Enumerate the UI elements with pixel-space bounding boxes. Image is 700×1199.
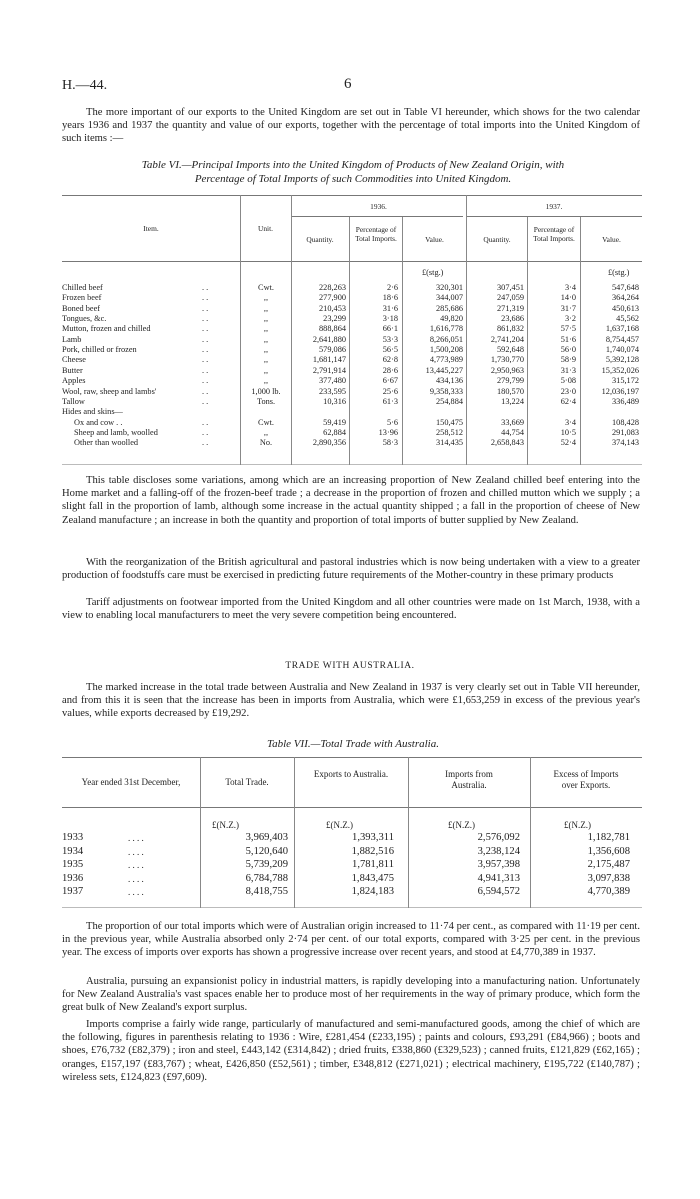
table-6-cell-p37: 31·7 <box>560 303 576 313</box>
table-6-cell-q37: 271,319 <box>497 303 524 313</box>
table-6-cell-p36: 31·6 <box>382 303 398 313</box>
table-6-cell-v37: 45,562 <box>616 314 639 324</box>
table-6-cell-q36: 62,884 <box>323 427 346 437</box>
table-6-cell-p37: 57·5 <box>560 324 576 334</box>
table-7-cell-excess: 2,175,487 <box>587 859 630 871</box>
table-7-cell-total: 8,418,755 <box>245 886 288 898</box>
table-6-leader-dots: . . <box>202 438 209 448</box>
table-6-item-name: Frozen beef <box>62 293 102 303</box>
table-6-leader-dots: . . <box>202 417 209 427</box>
table-7-cell-total: 3,969,403 <box>245 832 288 843</box>
table-7-cell-excess: 4,770,389 <box>587 886 630 898</box>
table-7 <box>62 757 642 907</box>
table-7-cell-excess: 3,097,838 <box>587 872 630 884</box>
table-6-cell-v36: 258,512 <box>436 427 463 437</box>
table-6-cell-v37: 291,083 <box>612 427 639 437</box>
table-6-cell-unit: ,, <box>263 345 269 355</box>
table-6-item-name: Cheese <box>62 355 86 365</box>
table-6-item-name: Sheep and lamb, woolled <box>74 427 158 437</box>
table-7-cell-imports: 2,576,092 <box>477 832 520 843</box>
table-6-cell-p37: 3·4 <box>564 417 576 427</box>
table-7-cell-total: 5,120,640 <box>245 845 288 857</box>
table-7-cell-total: 6,784,788 <box>245 872 288 884</box>
table-6-cell-q37: 247,059 <box>497 293 524 303</box>
table-7-year: 1937 <box>62 886 84 898</box>
table-6-cell-p36: 66·1 <box>382 324 398 334</box>
table-6 <box>62 195 642 465</box>
table-6-cell-v37: 374,143 <box>612 438 639 448</box>
table-7-unit-imports: £(N.Z.) <box>448 820 475 830</box>
table-6-divider <box>240 195 241 465</box>
table-6-item-name: Wool, raw, sheep and lambs' <box>62 386 157 396</box>
proportion-paragraph: The proportion of our total imports which were of Australian origin increased to 11·74 per cent., as compared with 11·19 per cent. in the previous year, while Australia absorbed only 2·74 per cent. of our total exports, compared with 3·25 per cent. in the previous year. The excess of imports over exports has shown a progressive increase over recent years, and stood at £4,770,389 in 1937. <box>62 921 640 959</box>
table-6-header-quantity-1937: Quantity. <box>483 235 511 244</box>
table-6-cell-v37: 450,613 <box>612 303 639 313</box>
table-6-cell-q37: 861,832 <box>497 324 524 334</box>
table-6-cell-p37: 3·4 <box>564 283 576 292</box>
table-6-cell-q36: 1,681,147 <box>312 355 346 365</box>
table-6-year1-rule <box>291 216 463 217</box>
table-7-bottom-rule <box>62 907 642 908</box>
table-6-cell-unit: ,, <box>263 303 269 313</box>
table-6-cell-v37: 108,428 <box>612 417 639 427</box>
table-6-item-name: Mutton, frozen and chilled <box>62 324 151 334</box>
table-6-header-year-1936: 1936. <box>370 202 387 211</box>
table-6-cell-p36: 56·5 <box>382 345 398 355</box>
table-7-cell-total: 5,739,209 <box>245 859 288 871</box>
table-7-leader-dots: . . . . <box>128 846 144 857</box>
table-7-cell-exports: 1,393,311 <box>352 832 394 843</box>
table-6-cell-q37: 592,648 <box>497 345 524 355</box>
imports-list-paragraph: Imports comprise a fairly wide range, particularly of manufactured and semi-manufactured goods, among the chief of which are the following, figures in parenthesis relating to 1936 : Wire, £281,454 (£233,195) ; paints and colours, £93,291 (£84,966) ; boots and shoes, £76,732 (£82,379) ; iron and steel, £443,142 (£314,842) ; dried fruits, £338,860 (£329,523) ; canned fruits, £121,829 (£62,165) ; oranges, £157,197 (£83,767) ; wheat, £426,850 (£52,561) ; timber, £348,812 (£271,021) ; electrical machinery, £195,722 (£140,787) ; wireless sets, £124,823 (£97,609). <box>62 1019 640 1083</box>
table-6-cell-q36: 888,864 <box>319 324 346 334</box>
table-6-cell-q36: 2,890,356 <box>312 438 346 448</box>
table-7-header-year: Year ended 31st December, <box>81 777 181 787</box>
table-6-cell-q37: 44,754 <box>501 427 524 437</box>
table-6-cell-unit: Cwt. <box>258 283 274 292</box>
table-6-cell-v36: 8,266,051 <box>429 334 463 344</box>
table-6-leader-dots: . . <box>202 396 209 406</box>
table-6-cell-p36: 58·3 <box>382 438 398 448</box>
table-6-cell-unit: ,, <box>263 355 269 365</box>
table-6-leader-dots: . . <box>202 303 209 313</box>
table-6-cell-v36: 320,301 <box>436 283 463 292</box>
table-6-header-value-1936: Value. <box>425 235 444 244</box>
table-6-cell-q36: 2,641,880 <box>312 334 346 344</box>
table-6-cell-p36: 53·3 <box>382 334 398 344</box>
table-6-value-unit-1937: £(stg.) <box>608 268 630 277</box>
tariff-paragraph: Tariff adjustments on footwear imported from the United Kingdom and all other countries were made on 1st March, 1938, with a view to enabling local manufacturers to meet the very severe competition being encountered. <box>62 597 640 622</box>
table-6-cell-q37: 279,799 <box>497 376 524 386</box>
document-reference: H.—44. <box>62 78 108 93</box>
table-6-cell-v36: 285,686 <box>436 303 463 313</box>
table-6-cell-v37: 5,392,128 <box>605 355 639 365</box>
table-6-cell-v36: 1,616,778 <box>429 324 463 334</box>
table-6-cell-v37: 1,740,074 <box>605 345 639 355</box>
table-7-cell-exports: 1,781,811 <box>352 859 394 871</box>
table-6-cell-q36: 579,086 <box>319 345 346 355</box>
table-7-top-rule <box>62 757 642 758</box>
table-6-header-rule <box>62 261 642 262</box>
table-7-leader-dots: . . . . <box>128 860 144 871</box>
table-6-value-unit-1936: £(stg.) <box>422 268 444 277</box>
table-7-cell-excess: 1,182,781 <box>587 832 630 843</box>
table-6-leader-dots: . . <box>202 376 209 386</box>
table-6-cell-unit: ,, <box>263 334 269 344</box>
table-6-cell-unit: ,, <box>263 324 269 334</box>
table-7-cell-imports: 3,957,398 <box>477 859 520 871</box>
table-6-cell-v37: 8,754,457 <box>605 334 639 344</box>
table-7-header-excess: Excess of Imports over Exports. <box>553 769 619 790</box>
table-6-cell-unit: 1,000 lb. <box>251 386 281 396</box>
table-7-caption: Table VII.—Total Trade with Australia. <box>267 738 439 750</box>
table-6-cell-p37: 51·6 <box>560 334 576 344</box>
table-6-cell-q36: 377,480 <box>319 376 346 386</box>
table-6-cell-unit: ,, <box>263 365 269 375</box>
table-6-cell-q37: 307,451 <box>497 283 524 292</box>
table-7-year: 1936 <box>62 872 84 884</box>
table-6-cell-v36: 254,884 <box>436 396 463 406</box>
expansionist-paragraph: Australia, pursuing an expansionist policy in industrial matters, is rapidly developing into a manufacturing nation. Unfortunately for New Zealand Australia's vast spaces enable her to produce most of her requirements in the way of primary produce, which form the great bulk of New Zealand's export surplus. <box>62 976 640 1014</box>
table-6-cell-q37: 180,570 <box>497 386 524 396</box>
table-6-leader-dots: . . <box>202 427 209 437</box>
reorganization-paragraph: With the reorganization of the British agricultural and pastoral industries which is now being undertaken with a view to a greater production of foodstuffs care must be exercised in predicting future requirements of the Mother-country in these primary products <box>62 557 640 582</box>
table-6-cell-q36: 228,263 <box>319 283 346 292</box>
table-7-header-rule <box>62 807 642 808</box>
table-6-item-name: Butter <box>62 365 83 375</box>
intro-paragraph: The more important of our exports to the United Kingdom are set out in Table VI hereunder, which shows for the two calendar years 1936 and 1937 the quantity and value of our exports, together with the percentage of total imports into the United Kingdom of such items :— <box>62 107 640 145</box>
table-6-item-name: Tongues, &c. <box>62 314 107 324</box>
table-6-header-item: Item. <box>143 224 159 233</box>
table-6-leader-dots: . . <box>202 293 209 303</box>
table-6-item-name: Apples <box>62 376 86 386</box>
table-6-cell-q36: 10,316 <box>323 396 346 406</box>
table-6-cell-v37: 364,264 <box>612 293 639 303</box>
table-6-cell-v36: 9,358,333 <box>429 386 463 396</box>
table-6-item-name: Ox and cow . . <box>74 417 123 427</box>
table-6-cell-p36: 13·96 <box>378 427 398 437</box>
table-6-cell-q36: 277,900 <box>319 293 346 303</box>
table-6-item-name: Hides and skins— <box>62 407 123 417</box>
table-6-cell-unit: ,, <box>263 314 269 324</box>
table-6-caption-line-2: Percentage of Total Imports of such Commodities into United Kingdom. <box>194 173 512 185</box>
table-6-cell-p37: 52·4 <box>560 438 576 448</box>
table-6-item-name: Other than woolled <box>74 438 139 448</box>
table-6-leader-dots: . . <box>202 334 209 344</box>
table-6-item-name: Tallow <box>62 396 85 406</box>
table-6-cell-q36: 210,453 <box>319 303 346 313</box>
table-6-bottom-rule <box>62 464 642 465</box>
table-6-leader-dots: . . <box>202 314 209 324</box>
table-6-cell-v37: 15,352,026 <box>601 365 639 375</box>
table-7-header-total: Total Trade. <box>225 777 269 787</box>
table-6-header-unit: Unit. <box>258 224 273 233</box>
table-7-cell-excess: 1,356,608 <box>587 845 630 857</box>
table-6-cell-p36: 3·18 <box>382 314 398 324</box>
table-6-leader-dots: . . <box>202 386 209 396</box>
table-7-header-exports: Exports to Australia. <box>313 769 389 779</box>
table-6-cell-v36: 13,445,227 <box>425 365 463 375</box>
table-6-cell-v37: 336,489 <box>612 396 639 406</box>
section-heading-trade-with-australia: TRADE WITH AUSTRALIA. <box>285 661 415 671</box>
table-7-unit-total: £(N.Z.) <box>212 820 239 830</box>
australia-intro-paragraph: The marked increase in the total trade between Australia and New Zealand in 1937 is very clearly set out in Table VII hereunder, and from this it is seen that the increase has been in imports from Australia, which were £1,653,259 in excess of the previous year's values, while exports decreased by £19,292. <box>62 682 640 720</box>
table-6-leader-dots: . . <box>202 283 209 292</box>
table-6-cell-q37: 1,730,770 <box>490 355 524 365</box>
table-7-year: 1934 <box>62 845 84 857</box>
table-6-cell-p37: 23·0 <box>560 386 576 396</box>
table-6-cell-v36: 150,475 <box>436 417 463 427</box>
table-6-cell-q37: 23,686 <box>501 314 524 324</box>
table-6-cell-v37: 1,637,168 <box>605 324 639 334</box>
table-6-leader-dots: . . <box>202 345 209 355</box>
table-6-item-name: Chilled beef <box>62 283 103 292</box>
table-6-cell-q36: 23,299 <box>323 314 346 324</box>
table-6-cell-p37: 62·4 <box>560 396 576 406</box>
table-7-cell-imports: 4,941,313 <box>477 872 520 884</box>
table-6-year2-rule <box>467 216 642 217</box>
table-6-header-percentage-1936: Percentage of Total Imports. <box>355 225 397 243</box>
table-7-cell-imports: 3,238,124 <box>477 845 520 857</box>
table-6-cell-v37: 315,172 <box>612 376 639 386</box>
table-6-cell-v36: 434,136 <box>436 376 463 386</box>
table-6-header-year-1937: 1937. <box>545 202 563 211</box>
table-7-leader-dots: . . . . <box>128 833 144 843</box>
table-6-cell-p37: 31·3 <box>560 365 576 375</box>
table-6-cell-p37: 5·08 <box>560 376 576 386</box>
table-6-cell-p36: 18·6 <box>382 293 398 303</box>
table-6-cell-q37: 2,950,963 <box>490 365 524 375</box>
table-6-cell-unit: ,, <box>263 293 269 303</box>
table-6-cell-p36: 5·6 <box>386 417 398 427</box>
table-6-item-name: Lamb <box>62 334 82 344</box>
table-6-leader-dots: . . <box>202 355 209 365</box>
table-6-leader-dots: . . <box>202 324 209 334</box>
table-6-header-quantity-1936: Quantity. <box>306 235 334 244</box>
table-7-cell-exports: 1,882,516 <box>351 845 394 857</box>
table-6-cell-p37: 3·2 <box>564 314 576 324</box>
table-6-cell-q37: 2,741,204 <box>490 334 524 344</box>
table-6-cell-v37: 12,036,197 <box>601 386 639 396</box>
table-6-cell-p36: 6·67 <box>382 376 398 386</box>
table-7-cell-exports: 1,824,183 <box>351 886 394 898</box>
table-6-cell-v36: 1,500,208 <box>429 345 463 355</box>
table-7-cell-exports: 1,843,475 <box>351 872 394 884</box>
table-6-cell-p37: 58·9 <box>560 355 576 365</box>
table-6-cell-p36: 28·6 <box>382 365 398 375</box>
table-6-cell-p36: 62·8 <box>382 355 398 365</box>
table-6-cell-unit: ,, <box>263 427 269 437</box>
table-7-header-imports: Imports from Australia. <box>445 769 493 790</box>
table-6-item-name: Pork, chilled or frozen <box>62 345 137 355</box>
table-6-header-percentage-1937: Percentage of Total Imports. <box>533 225 575 243</box>
table-7-cell-imports: 6,594,572 <box>477 886 520 898</box>
table-6-cell-unit: Tons. <box>256 396 276 406</box>
table-6-cell-p36: 2·6 <box>386 283 398 292</box>
table-6-commentary-paragraph: This table discloses some variations, among which are an increasing proportion of New Zealand chilled beef entering into the Home market and a falling-off of the frozen-beef trade ; a decrease in the proportion of frozen and chilled mutton which we supply ; a slight fall in the proportion of lamb, although some increase in the actual quantity shipped ; a fall in the proportion of cheese of New Zealand manufacture ; an increase in both the quantity and proportion of total imports of butter supplied by New Zealand. <box>62 475 640 526</box>
page-number: 6 <box>344 76 352 92</box>
table-6-cell-p37: 56·0 <box>560 345 576 355</box>
table-6-top-rule <box>62 195 642 196</box>
table-6-cell-q36: 59,419 <box>323 417 346 427</box>
table-6-cell-unit: Cwt. <box>258 417 274 427</box>
table-6-leader-dots: . . <box>202 365 209 375</box>
table-6-cell-p37: 10·5 <box>560 427 576 437</box>
table-7-year: 1935 <box>62 859 84 871</box>
table-6-cell-unit: ,, <box>263 376 269 386</box>
table-6-header-value-1937: Value. <box>602 235 621 244</box>
table-6-cell-p36: 25·6 <box>382 386 398 396</box>
table-6-cell-q37: 33,669 <box>501 417 524 427</box>
table-6-cell-v36: 49,820 <box>440 314 463 324</box>
table-7-leader-dots: . . . . <box>128 887 144 898</box>
table-6-cell-q36: 233,595 <box>319 386 346 396</box>
table-6-cell-q37: 2,658,843 <box>490 438 524 448</box>
table-6-cell-unit: No. <box>259 438 273 448</box>
table-6-cell-v36: 4,773,989 <box>429 355 463 365</box>
table-7-unit-excess: £(N.Z.) <box>564 820 591 830</box>
table-6-cell-p36: 61·3 <box>382 396 398 406</box>
table-7-leader-dots: . . . . <box>128 873 144 884</box>
table-6-cell-q37: 13,224 <box>501 396 524 406</box>
table-6-cell-v36: 314,435 <box>436 438 463 448</box>
table-6-cell-v36: 344,007 <box>436 293 463 303</box>
table-7-year: 1933 <box>62 832 84 843</box>
table-6-item-name: Boned beef <box>62 303 101 313</box>
table-6-caption-line-1: Table VI.—Principal Imports into the United Kingdom of Products of New Zealand Origin, with <box>141 159 565 171</box>
table-6-cell-q36: 2,791,914 <box>312 365 346 375</box>
table-6-cell-v37: 547,648 <box>612 283 639 292</box>
table-7-unit-exports: £(N.Z.) <box>326 820 353 830</box>
table-6-cell-p37: 14·0 <box>560 293 576 303</box>
